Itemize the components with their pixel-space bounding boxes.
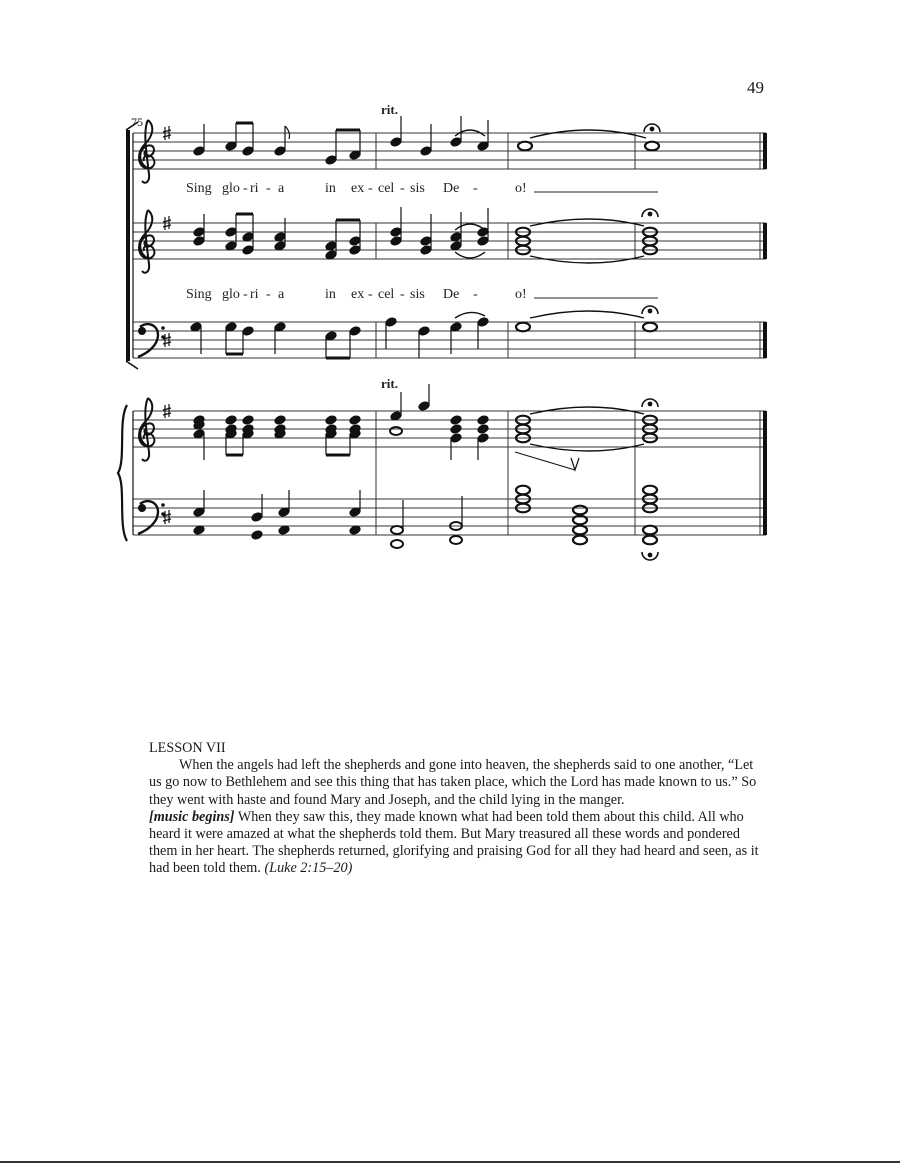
staff-tenor — [133, 223, 766, 259]
lyric-syllable: De — [443, 287, 460, 302]
lyric-hyphen: - — [400, 181, 405, 196]
staff-piano-bass — [133, 499, 766, 535]
lyric-hyphen: - — [473, 287, 478, 302]
rit-mark-piano: rit. — [381, 376, 398, 391]
lyric-syllable: cel — [378, 181, 395, 196]
lyric-hyphen: - — [400, 287, 405, 302]
notes-piano-treble — [193, 384, 658, 470]
lyric-syllable: o! — [515, 287, 527, 302]
lyric-syllable: in — [325, 181, 336, 196]
notes-second-staff — [193, 207, 658, 263]
staff-soprano-alto-top — [133, 133, 766, 169]
lyric-hyphen: - — [368, 181, 373, 196]
lyric-hyphen: - — [368, 287, 373, 302]
lyric-syllable: in — [325, 287, 336, 302]
music-cue: [music begins] — [149, 808, 235, 825]
scripture-citation: (Luke 2:15–20) — [264, 860, 353, 877]
lyric-syllable: Sing — [186, 181, 212, 196]
lyric-syllable: a — [278, 287, 285, 302]
lesson-paragraph-1: When the angels had left the shepherds and gone into heaven, the shepherds said to one another, “Let us go now to Bethlehem and see this thing that has taken place, which the Lord has made known to us.” So they went with haste and found Mary and Joseph, and the child lying in the manger. — [149, 757, 757, 808]
lesson-block — [149, 740, 759, 878]
lyric-syllable: o! — [515, 181, 527, 196]
lyric-syllable: Sing — [186, 287, 212, 302]
lyric-hyphen: - — [473, 181, 478, 196]
lyric-hyphen: - — [243, 181, 248, 196]
lesson-paragraph-2: When they saw this, they made known what had been told them about this child. All who heard it were amazed at what the shepherds told them. But Mary treasured all these words and pondered them in her heart. The shepherds returned, glorifying and praising God for all they had heard and seen, as it had been told them. — [149, 808, 759, 877]
notes-bass-choir — [190, 306, 658, 358]
measure-number: 75 — [131, 115, 143, 129]
rit-mark-choir: rit. — [381, 102, 398, 117]
notes-top-staff — [193, 116, 660, 165]
lyrics-line-2 — [186, 287, 658, 302]
final-barlines — [763, 133, 767, 535]
clefs-and-keys — [138, 120, 171, 534]
lyrics-line-1 — [186, 181, 658, 196]
lyric-syllable: ri — [250, 287, 259, 302]
lyric-syllable: glo — [222, 181, 240, 196]
lyric-syllable: sis — [410, 181, 425, 196]
lesson-text — [149, 757, 759, 877]
lyric-hyphen: - — [266, 181, 271, 196]
lyric-hyphen: - — [243, 287, 248, 302]
lyric-syllable: ex — [351, 287, 365, 302]
lyric-syllable: a — [278, 181, 285, 196]
lyric-syllable: ex — [351, 181, 365, 196]
barlines — [376, 133, 760, 535]
lyric-syllable: cel — [378, 287, 395, 302]
lyric-syllable: ri — [250, 181, 259, 196]
lyric-hyphen: - — [266, 287, 271, 302]
lyric-syllable: sis — [410, 287, 425, 302]
notes-piano-bass — [193, 486, 658, 560]
lyric-syllable: glo — [222, 287, 240, 302]
page-bottom-rule — [0, 1161, 900, 1163]
lesson-title: LESSON VII — [149, 740, 226, 756]
lyric-syllable: De — [443, 181, 460, 196]
page-number: 49 — [747, 78, 764, 97]
